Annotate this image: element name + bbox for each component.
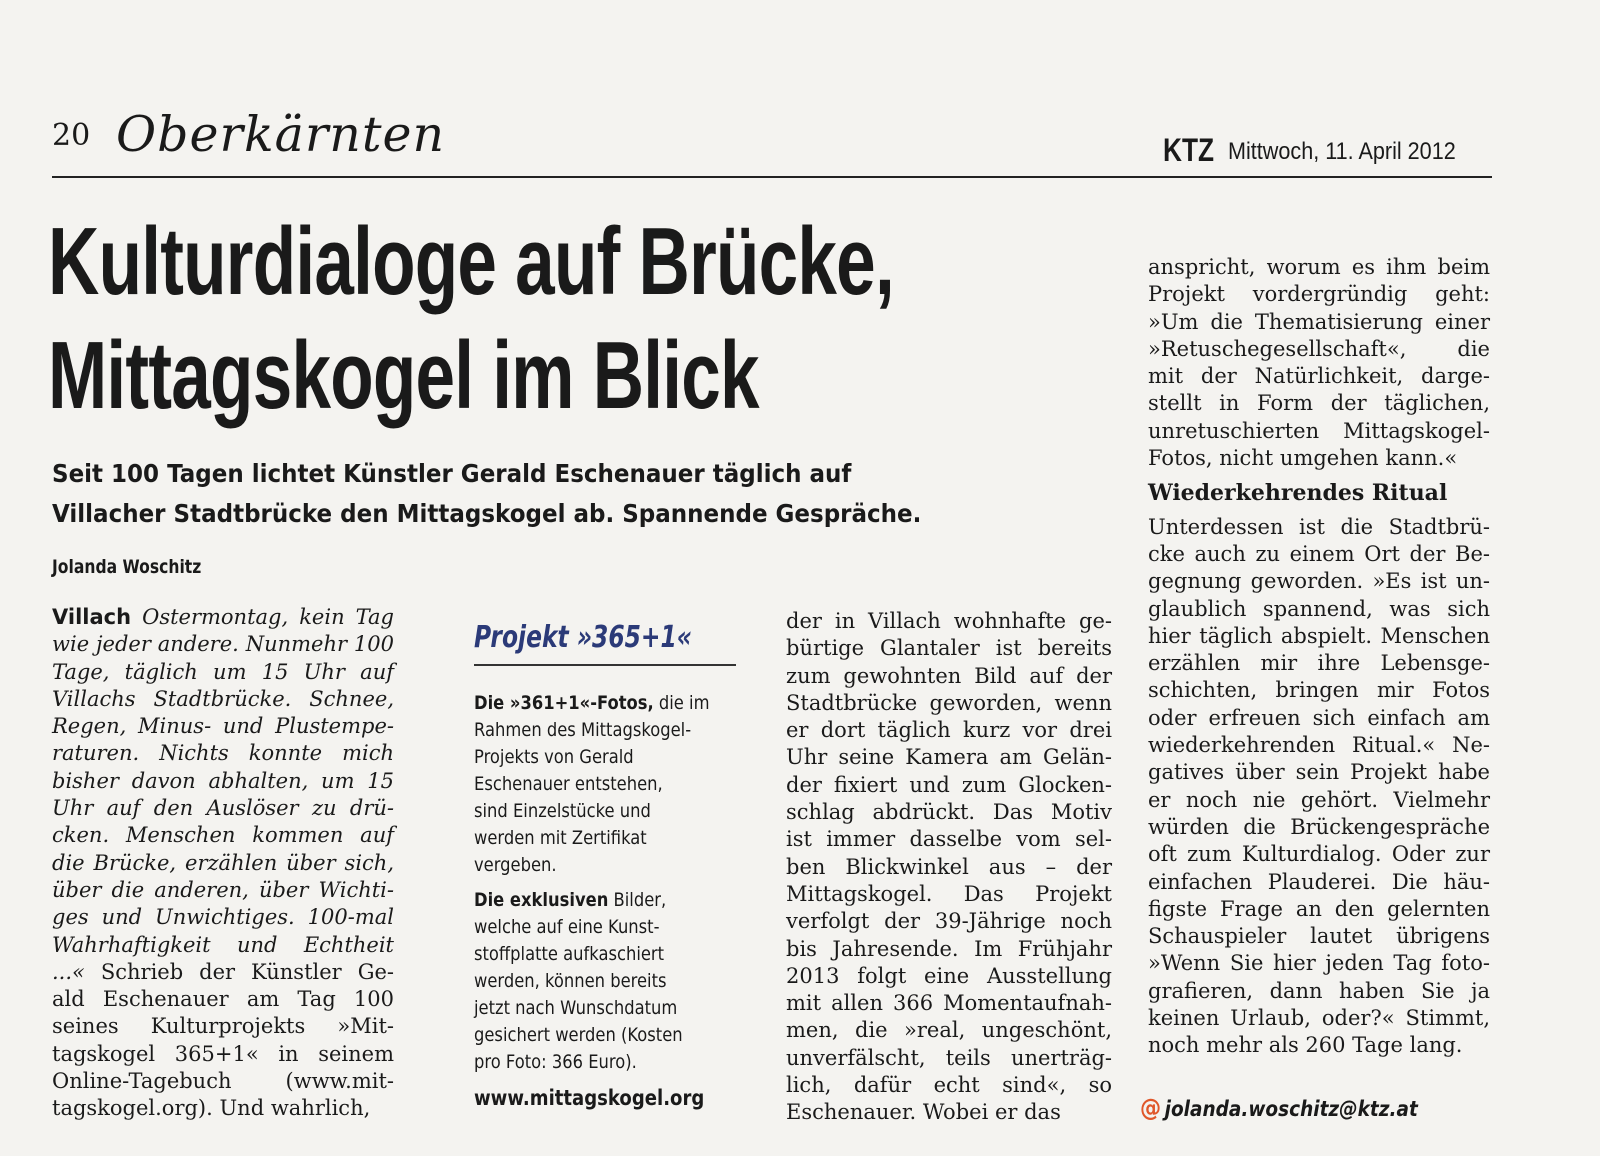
column-line: »Wenn Sie hier jeden Tag foto- — [1148, 951, 1490, 976]
section-title: Oberkärnten — [116, 106, 446, 163]
headline-line-2: Mittagskogel im Blick — [48, 322, 759, 429]
column-line: raturen. Nichts konnte mich — [52, 741, 394, 766]
infobox-line: Die »361+1«-Fotos, die im — [474, 692, 710, 714]
column-line: verfolgt der 39-Jährige noch — [786, 909, 1112, 934]
infobox-line: welche auf eine Kunst- — [474, 916, 660, 938]
article-headline — [48, 205, 894, 433]
column-line: Online-Tagebuch (www.mit- — [52, 1069, 394, 1094]
column-line: einfachen Plauderei. Die häu- — [1148, 869, 1490, 894]
column-line: Regen, Minus- und Plustempe- — [52, 714, 394, 739]
column-line: Eschenauer. Wobei er das — [786, 1100, 1061, 1125]
column-line: bis Jahresende. Im Frühjahr — [786, 936, 1112, 961]
column-line: der in Villach wohnhafte ge- — [786, 609, 1112, 633]
infobox-line: gesichert werden (Kosten — [474, 1024, 683, 1046]
column-line: gegnung geworden. »Es ist un- — [1148, 569, 1490, 594]
infobox-line: werden, können bereits — [474, 970, 667, 992]
column-line: Uhr auf den Auslöser zu drü- — [52, 796, 394, 821]
column-line: lich, dafür echt sind«, so — [786, 1073, 1112, 1098]
column-line: oft zum Kulturdialog. Oder zur — [1148, 842, 1490, 867]
newspaper-logo: KTZ — [1163, 132, 1215, 168]
article-subheading: Wiederkehrendes Ritual — [1148, 480, 1448, 507]
column-line: Villachs Stadtbrücke. Schnee, — [52, 686, 394, 711]
column-line: Tage, täglich um 15 Uhr auf — [52, 659, 394, 684]
column-line: er dort täglich kurz vor drei — [786, 718, 1112, 743]
column-line: Mittagskogel. Das Projekt — [786, 881, 1112, 906]
column-line: unretuschierten Mittagskogel- — [1148, 418, 1490, 443]
column-line: mit allen 366 Momentaufnah- — [786, 991, 1112, 1016]
header-rule — [52, 176, 1492, 178]
infobox-line: pro Foto: 366 Euro). — [474, 1051, 637, 1073]
infobox-rule — [474, 664, 736, 666]
column-line: figste Frage an den gelernten — [1148, 896, 1490, 921]
column-line: wiederkehrenden Ritual.« Ne- — [1148, 733, 1490, 758]
column-line: Wahrhaftigkeit und Echtheit — [52, 932, 394, 957]
column-line: ges und Unwichtiges. 100-mal — [52, 905, 394, 930]
column-line: schichten, bringen mir Fotos — [1148, 678, 1490, 703]
subhead-line-2: Villacher Stadtbrücke den Mittagskogel ab. Spannende Gespräche. — [52, 499, 922, 528]
column-line: bürtige Glantaler ist bereits — [786, 636, 1112, 661]
column-line: ist immer dasselbe vom sel- — [786, 827, 1112, 852]
column-line: ben Blickwinkel aus – der — [786, 854, 1112, 879]
infobox-title: Projekt »365+1« — [474, 620, 692, 655]
author-byline: Jolanda Woschitz — [52, 556, 202, 578]
column-line: erzählen mir ihre Lebensge- — [1148, 651, 1490, 676]
infobox-line: vergeben. — [474, 854, 557, 876]
infobox-line: stoffplatte aufkaschiert — [474, 943, 665, 965]
article-dateline: Villach — [52, 605, 132, 629]
column-line: men, die »real, ungeschönt, — [786, 1018, 1112, 1043]
column-line: keinen Urlaub, oder?« Stimmt, — [1148, 1006, 1490, 1031]
column-line: seines Kulturprojekts »Mit- — [52, 1014, 394, 1039]
column-line: tagskogel 365+1« in seinem — [52, 1041, 394, 1066]
column-line: zum gewohnten Bild auf der — [786, 663, 1112, 688]
column-line: ...« Schrieb der Künstler Ge- — [52, 959, 394, 984]
column-line: der fixiert und zum Glocken- — [786, 772, 1112, 797]
subhead-line-1: Seit 100 Tagen lichtet Künstler Gerald Eschenauer täglich auf — [52, 459, 852, 488]
column-line: hier täglich abspielt. Menschen — [1148, 623, 1490, 648]
column-line: wie jeder andere. Nunmehr 100 — [52, 632, 394, 657]
column-line: Projekt vordergründig geht: — [1148, 282, 1490, 307]
column-line: »Um die Thematisierung einer — [1148, 309, 1490, 334]
column-line: Stadtbrücke geworden, wenn — [786, 690, 1112, 715]
column-line: stellt in Form der täglichen, — [1148, 391, 1490, 416]
column-line: unverfälscht, teils unerträg- — [786, 1045, 1112, 1070]
column-line: »Retuschegesellschaft«, die — [1148, 336, 1490, 361]
infobox-line: jetzt nach Wunschdatum — [474, 997, 678, 1019]
column-line: gatives über sein Projekt habe — [1148, 760, 1490, 785]
column-line: die Brücke, erzählen über sich, — [52, 850, 394, 875]
headline-line-1: Kulturdialoge auf Brücke, — [48, 208, 894, 315]
infobox-line: werden mit Zertifikat — [474, 827, 647, 849]
infobox-line: Eschenauer entstehen, — [474, 773, 663, 795]
column-line: glaublich spannend, was sich — [1148, 596, 1490, 621]
column-line: schlag abdrückt. Das Motiv — [786, 800, 1112, 825]
article-column-4 — [1148, 254, 1490, 1060]
article-column-3 — [786, 608, 1112, 1127]
column-line: cken. Menschen kommen auf — [52, 823, 394, 848]
column-line: mit der Natürlichkeit, darge- — [1148, 364, 1490, 389]
column-line: er noch nie gehört. Vielmehr — [1148, 787, 1490, 812]
column-line: anspricht, worum es ihm beim — [1148, 255, 1490, 279]
column-line: oder erfreuen sich einfach am — [1148, 705, 1490, 730]
column-line: bisher davon abhalten, um 15 — [52, 768, 394, 793]
project-url-link[interactable]: www.mittagskogel.org — [474, 1086, 705, 1110]
column-line: über die anderen, über Wichti- — [52, 877, 394, 902]
article-column-1 — [52, 604, 394, 1123]
article-subheadline — [52, 454, 921, 534]
author-email[interactable] — [1140, 1094, 1418, 1122]
issue-date: Mittwoch, 11. April 2012 — [1228, 138, 1456, 165]
column-line: noch mehr als 260 Tage lang. — [1148, 1033, 1463, 1058]
email-address[interactable]: jolanda.woschitz@ktz.at — [1164, 1097, 1418, 1121]
column-line: ald Eschenauer am Tag 100 — [52, 987, 394, 1012]
column-line: Fotos, nicht umgehen kann.« — [1148, 446, 1458, 471]
column-line: tagskogel.org). Und wahrlich, — [52, 1096, 371, 1121]
column-line: Uhr seine Kamera am Gelän- — [786, 745, 1112, 770]
column-line: Villach Ostermontag, kein Tag — [52, 605, 394, 629]
column-line: grafieren, dann haben Sie ja — [1148, 978, 1490, 1003]
infobox-body — [474, 690, 749, 1076]
column-line: 2013 folgt eine Ausstellung — [786, 963, 1112, 988]
infobox-line: sind Einzelstücke und — [474, 800, 651, 822]
at-sign-icon: @ — [1140, 1094, 1162, 1122]
infobox-line: Rahmen des Mittagskogel- — [474, 719, 692, 741]
infobox-line: Die exklusiven Bilder, — [474, 889, 667, 911]
infobox-line: Projekts von Gerald — [474, 746, 634, 768]
column-line: cke auch zu einem Ort der Be- — [1148, 541, 1490, 566]
column-line: Schauspieler lautet übrigens — [1148, 924, 1490, 949]
page-number: 20 — [52, 118, 91, 153]
column-line: Unterdessen ist die Stadtbrü- — [1148, 514, 1490, 539]
column-line: würden die Brückengespräche — [1148, 814, 1490, 839]
